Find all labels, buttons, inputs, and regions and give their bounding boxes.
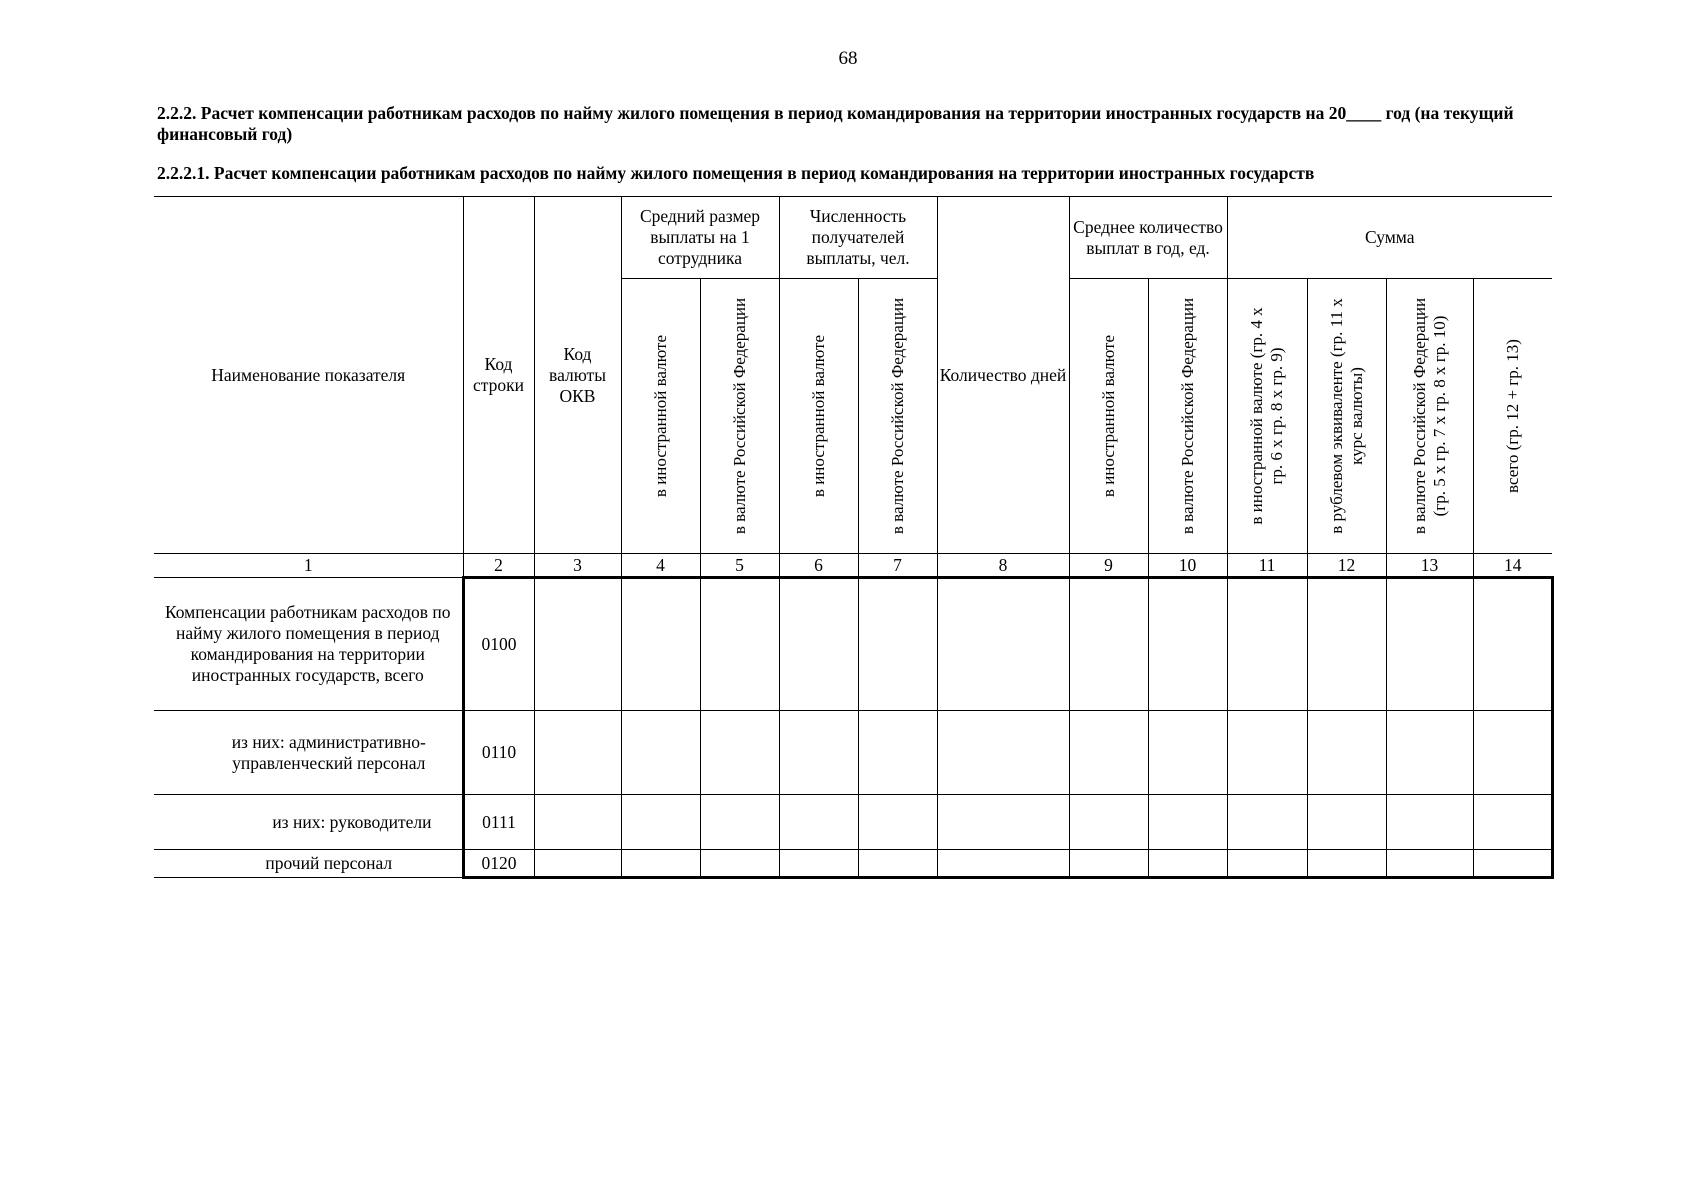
header-col13-text: в валюте Российской Федерации (гр. 5 x гр. 7 x гр. 8 x гр. 10): [1409, 297, 1449, 535]
data-cell[interactable]: [1069, 578, 1148, 711]
data-cell[interactable]: [937, 711, 1069, 795]
row-name: Компенсации работникам расходов по найму жилого помещения в период командирования на территории иностранных государств, всего: [154, 578, 463, 711]
header-col4-text: в иностранной валюте: [650, 334, 670, 498]
header-avg-payment: Средний размер выплаты на 1 сотрудника: [621, 197, 779, 279]
data-cell[interactable]: [1307, 578, 1386, 711]
header-col11-text: в иностранной валюте (гр. 4 x гр. 6 x гр. 8 x гр. 9): [1247, 307, 1286, 525]
header-col9-text: в иностранной валюте: [1098, 334, 1118, 498]
header-col9: [1069, 279, 1148, 554]
data-cell[interactable]: [1148, 850, 1227, 878]
data-cell[interactable]: [621, 711, 700, 795]
header-code-currency: Код валюты ОКВ: [534, 197, 621, 554]
header-col14: [1473, 279, 1552, 554]
header-col10: [1148, 279, 1227, 554]
header-col12: [1307, 279, 1386, 554]
data-cell[interactable]: [1473, 578, 1552, 711]
column-number: 13: [1386, 554, 1473, 578]
data-cell[interactable]: [621, 795, 700, 850]
column-number: 4: [621, 554, 700, 578]
table-row: [154, 795, 1552, 850]
row-code: 0111: [463, 795, 534, 850]
data-cell[interactable]: [937, 578, 1069, 711]
data-cell[interactable]: [937, 795, 1069, 850]
data-cell[interactable]: [1069, 711, 1148, 795]
row-name: из них: руководители: [154, 795, 463, 850]
row-code: 0120: [463, 850, 534, 878]
column-numbers-row: [154, 554, 1552, 578]
column-number: 9: [1069, 554, 1148, 578]
header-name: Наименование показателя: [154, 197, 463, 554]
column-number: 14: [1473, 554, 1552, 578]
data-cell[interactable]: [1227, 850, 1307, 878]
data-cell[interactable]: [621, 850, 700, 878]
page-number: 68: [838, 48, 858, 69]
table-row: [154, 850, 1552, 878]
header-code-line: Код строки: [463, 197, 534, 554]
data-cell[interactable]: [1227, 578, 1307, 711]
header-col12-text: в рублевом эквиваленте (гр. 11 x курс валюты): [1326, 298, 1366, 534]
data-cell[interactable]: [534, 711, 621, 795]
column-number: 12: [1307, 554, 1386, 578]
data-cell[interactable]: [1227, 795, 1307, 850]
data-cell[interactable]: [1473, 711, 1552, 795]
table-row: [154, 578, 1552, 711]
column-number: 8: [937, 554, 1069, 578]
data-cell[interactable]: [858, 711, 937, 795]
row-name: из них: административно-управленческий персонал: [154, 711, 463, 795]
data-cell[interactable]: [937, 850, 1069, 878]
data-cell[interactable]: [779, 711, 858, 795]
header-col10-text: в валюте Российской Федерации: [1177, 297, 1197, 535]
data-cell[interactable]: [534, 795, 621, 850]
data-cell[interactable]: [534, 578, 621, 711]
data-cell[interactable]: [1148, 578, 1227, 711]
header-col7-text: в валюте Российской Федерации: [887, 297, 907, 535]
data-cell[interactable]: [1069, 850, 1148, 878]
data-cell[interactable]: [700, 578, 779, 711]
data-cell[interactable]: [858, 795, 937, 850]
header-col13: [1386, 279, 1473, 554]
header-avg-count: Среднее количество выплат в год, ед.: [1069, 197, 1227, 279]
header-col6: [779, 279, 858, 554]
data-cell[interactable]: [858, 578, 937, 711]
subsection-title: 2.2.2.1. Расчет компенсации работникам расходов по найму жилого помещения в период командирования на территории иностранных государств: [157, 163, 1315, 183]
header-col5: [700, 279, 779, 554]
data-cell[interactable]: [1307, 711, 1386, 795]
header-col11: [1227, 279, 1307, 554]
data-cell[interactable]: [1473, 795, 1552, 850]
header-col5-text: в валюте Российской Федерации: [729, 297, 749, 535]
header-sum: Сумма: [1227, 197, 1552, 279]
column-number: 10: [1148, 554, 1227, 578]
data-cell[interactable]: [1386, 795, 1473, 850]
data-cell[interactable]: [534, 850, 621, 878]
header-col7: [858, 279, 937, 554]
data-cell[interactable]: [700, 711, 779, 795]
data-cell[interactable]: [700, 850, 779, 878]
header-days: Количество дней: [937, 197, 1069, 554]
data-cell[interactable]: [1148, 795, 1227, 850]
data-cell[interactable]: [1307, 795, 1386, 850]
column-number: 7: [858, 554, 937, 578]
data-cell[interactable]: [1227, 711, 1307, 795]
compensation-table: [154, 196, 1554, 879]
column-number: 5: [700, 554, 779, 578]
header-col4: [621, 279, 700, 554]
table-row: [154, 711, 1552, 795]
header-col6-text: в иностранной валюте: [808, 334, 828, 498]
row-name: прочий персонал: [154, 850, 463, 878]
header-recipients: Численность получателей выплаты, чел.: [779, 197, 937, 279]
data-cell[interactable]: [1307, 850, 1386, 878]
data-cell[interactable]: [1148, 711, 1227, 795]
column-number: 11: [1227, 554, 1307, 578]
header-col14-text: всего (гр. 12 + гр. 13): [1502, 339, 1522, 493]
row-code: 0100: [463, 578, 534, 711]
column-number: 6: [779, 554, 858, 578]
data-cell[interactable]: [1069, 795, 1148, 850]
data-cell[interactable]: [1473, 850, 1552, 878]
data-cell[interactable]: [700, 795, 779, 850]
data-cell[interactable]: [779, 795, 858, 850]
data-cell[interactable]: [1386, 850, 1473, 878]
data-cell[interactable]: [779, 578, 858, 711]
row-code: 0110: [463, 711, 534, 795]
column-number: 2: [463, 554, 534, 578]
data-cell[interactable]: [621, 578, 700, 711]
column-number: 1: [154, 554, 463, 578]
data-cell[interactable]: [1386, 711, 1473, 795]
column-number: 3: [534, 554, 621, 578]
data-cell[interactable]: [779, 850, 858, 878]
section-title: 2.2.2. Расчет компенсации работникам расходов по найму жилого помещения в период командирования на территории иностранных государств на 20____ год (на текущий финансовый год): [157, 103, 1514, 144]
data-cell[interactable]: [1386, 578, 1473, 711]
data-cell[interactable]: [858, 850, 937, 878]
